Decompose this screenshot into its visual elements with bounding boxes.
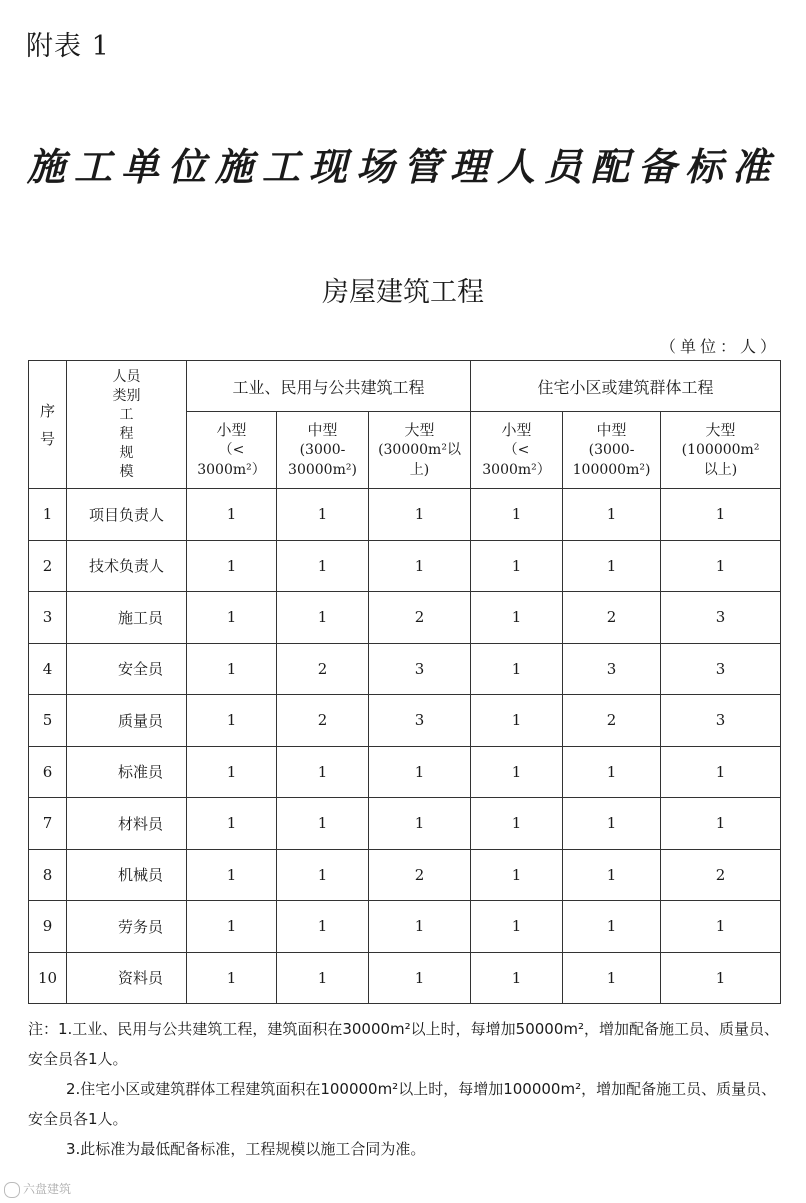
value-cell: 1: [471, 746, 563, 798]
value-cell: 1: [187, 489, 277, 541]
header-row-groups: [29, 361, 781, 412]
notes: [28, 1014, 784, 1164]
table-row: [29, 643, 781, 695]
role-cell: 安全员: [67, 643, 187, 695]
value-cell: 3: [661, 643, 781, 695]
sub-title: 房屋建筑工程: [322, 277, 484, 308]
value-cell: 1: [277, 901, 369, 953]
value-cell: 1: [563, 798, 661, 850]
value-cell: 2: [563, 695, 661, 747]
size-header: 中型 (3000- 30000m²): [277, 412, 369, 489]
table-row: [29, 952, 781, 1004]
role-cell: 机械员: [67, 849, 187, 901]
note-3: 3.此标准为最低配备标准，工程规模以施工合同为准。: [66, 1140, 426, 1158]
value-cell: 1: [471, 695, 563, 747]
value-cell: 1: [277, 592, 369, 644]
value-cell: 1: [187, 746, 277, 798]
value-cell: 1: [187, 540, 277, 592]
size-header: 大型 (100000m² 以上): [661, 412, 781, 489]
value-cell: 1: [563, 489, 661, 541]
value-cell: 2: [563, 592, 661, 644]
value-cell: 1: [369, 952, 471, 1004]
value-cell: 1: [277, 489, 369, 541]
value-cell: 1: [471, 849, 563, 901]
value-cell: 1: [277, 746, 369, 798]
value-cell: 1: [187, 952, 277, 1004]
table-row: [29, 540, 781, 592]
table-row: [29, 849, 781, 901]
row-number: 6: [29, 746, 67, 798]
role-cell: 资料员: [67, 952, 187, 1004]
row-number: 3: [29, 592, 67, 644]
row-number: 7: [29, 798, 67, 850]
watermark: [4, 1180, 71, 1198]
watermark-text: 六盘建筑: [23, 1182, 72, 1196]
size-header: 小型 （< 3000m²）: [187, 412, 277, 489]
value-cell: 3: [661, 592, 781, 644]
note-2: 2.住宅小区或建筑群体工程建筑面积在100000m²以上时，每增加100000m²，增加配备施工员、质量员、安全员各1人。: [28, 1080, 777, 1128]
unit-note: （单位：人）: [659, 337, 780, 356]
value-cell: 1: [471, 952, 563, 1004]
role-cell: 标准员: [67, 746, 187, 798]
value-cell: 1: [369, 798, 471, 850]
value-cell: 3: [369, 695, 471, 747]
role-cell: 项目负责人: [67, 489, 187, 541]
value-cell: 2: [369, 592, 471, 644]
value-cell: 1: [471, 901, 563, 953]
category-scale-header: 人员 类别 工 程 规 模: [67, 361, 187, 489]
value-cell: 1: [187, 901, 277, 953]
value-cell: 1: [187, 695, 277, 747]
value-cell: 1: [661, 798, 781, 850]
size-header: 大型 (30000m²以 上): [369, 412, 471, 489]
value-cell: 3: [563, 643, 661, 695]
appendix-label: 附表 1: [26, 31, 110, 62]
value-cell: 1: [563, 540, 661, 592]
role-cell: 材料员: [67, 798, 187, 850]
value-cell: 1: [369, 540, 471, 592]
value-cell: 1: [661, 540, 781, 592]
role-cell: 质量员: [67, 695, 187, 747]
value-cell: 1: [369, 901, 471, 953]
value-cell: 1: [277, 540, 369, 592]
group-header-residential: 住宅小区或建筑群体工程: [471, 361, 781, 412]
table-row: [29, 592, 781, 644]
role-cell: 劳务员: [67, 901, 187, 953]
value-cell: 1: [277, 798, 369, 850]
staffing-standard-table: [28, 360, 781, 1004]
value-cell: 1: [471, 798, 563, 850]
value-cell: 1: [471, 540, 563, 592]
value-cell: 1: [563, 849, 661, 901]
table-row: [29, 901, 781, 953]
value-cell: 3: [369, 643, 471, 695]
value-cell: 2: [369, 849, 471, 901]
role-cell: 技术负责人: [67, 540, 187, 592]
value-cell: 1: [661, 489, 781, 541]
value-cell: 1: [369, 489, 471, 541]
group-header-industrial: 工业、民用与公共建筑工程: [187, 361, 471, 412]
value-cell: 1: [187, 643, 277, 695]
row-number: 4: [29, 643, 67, 695]
value-cell: 3: [661, 695, 781, 747]
value-cell: 1: [563, 952, 661, 1004]
row-number: 9: [29, 901, 67, 953]
table-row: [29, 798, 781, 850]
value-cell: 1: [277, 952, 369, 1004]
value-cell: 1: [471, 643, 563, 695]
value-cell: 1: [661, 746, 781, 798]
note-1: 注：1.工业、民用与公共建筑工程，建筑面积在30000m²以上时，每增加50000m²，增加配备施工员、质量员、安全员各1人。: [28, 1020, 780, 1068]
row-number: 2: [29, 540, 67, 592]
role-cell: 施工员: [67, 592, 187, 644]
value-cell: 1: [661, 952, 781, 1004]
value-cell: 1: [563, 746, 661, 798]
value-cell: 1: [471, 592, 563, 644]
row-number: 8: [29, 849, 67, 901]
value-cell: 2: [661, 849, 781, 901]
value-cell: 1: [187, 592, 277, 644]
main-title: 施工单位施工现场管理人员配备标准: [26, 144, 779, 189]
value-cell: 1: [471, 489, 563, 541]
size-header: 中型 (3000- 100000m²): [563, 412, 661, 489]
seq-header: 序 号: [29, 361, 67, 489]
table-row: [29, 695, 781, 747]
table-row: [29, 746, 781, 798]
value-cell: 1: [187, 798, 277, 850]
value-cell: 1: [563, 901, 661, 953]
row-number: 1: [29, 489, 67, 541]
row-number: 10: [29, 952, 67, 1004]
value-cell: 1: [277, 849, 369, 901]
row-number: 5: [29, 695, 67, 747]
value-cell: 1: [369, 746, 471, 798]
watermark-logo-icon: [4, 1182, 20, 1198]
table-row: [29, 489, 781, 541]
value-cell: 1: [661, 901, 781, 953]
value-cell: 2: [277, 643, 369, 695]
size-header: 小型 （< 3000m²）: [471, 412, 563, 489]
value-cell: 1: [187, 849, 277, 901]
value-cell: 2: [277, 695, 369, 747]
